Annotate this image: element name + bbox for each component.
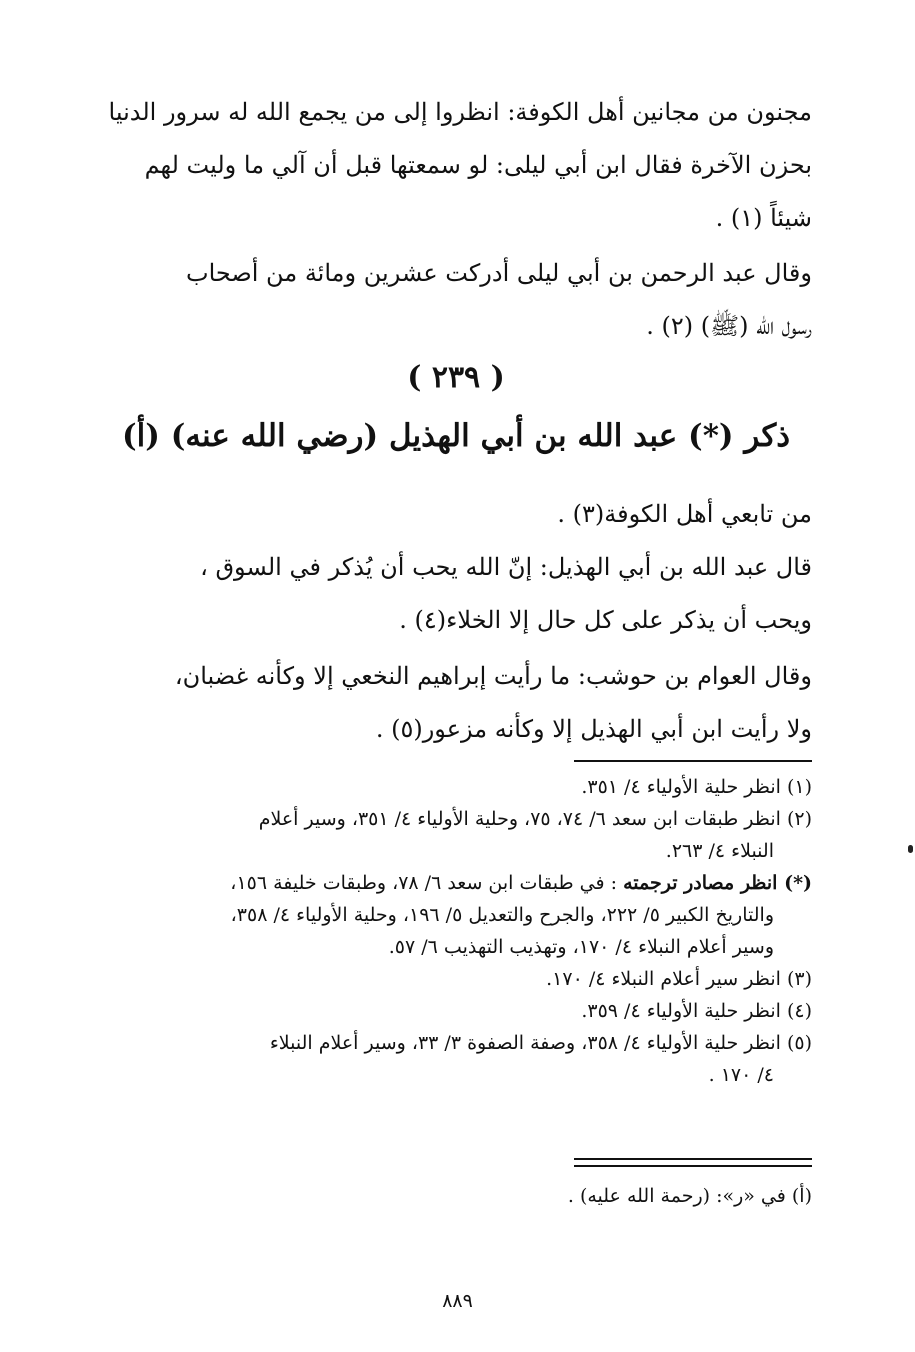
scan-mark <box>908 845 913 853</box>
section-number: ( ٢٣٩ ) <box>407 360 505 395</box>
footnotes <box>100 771 812 1091</box>
footnote-1: (١) انظر حلية الأولياء ٤/ ٣٥١. <box>581 776 812 798</box>
footnote-2-continued: النبلاء ٤/ ٢٦٣. <box>665 840 774 862</box>
footnote-star <box>100 867 812 899</box>
footnote-star-continued: وسير أعلام النبلاء ٤/ ١٧٠، وتهذيب التهذيب ٦/ ٥٧. <box>388 936 774 958</box>
footnote-5: (٥) انظر حلية الأولياء ٤/ ٣٥٨، وصفة الصفوة ٣/ ٣٣، وسير أعلام النبلاء <box>269 1032 812 1054</box>
page-number: ٨٨٩ <box>442 1290 473 1312</box>
footnote-5-continued: ٤/ ١٧٠ . <box>708 1064 774 1086</box>
footnote-separator <box>574 760 812 762</box>
text-line: وقال عبد الرحمن بن أبي ليلى أدركت عشرين ومائة من أصحاب <box>185 259 812 287</box>
editor-note-text: (أ) في «ر»: (رحمة الله عليه) . <box>567 1185 812 1207</box>
top-paragraph <box>100 86 812 245</box>
text-line: قال عبد الله بن أبي الهذيل: إنّ الله يحب أن يُذكر في السوق ، <box>200 553 812 581</box>
text-line: ويحب أن يذكر على كل حال إلا الخلاء(٤) . <box>399 606 812 634</box>
section-title: ذكر (*) عبد الله بن أبي الهذيل (رضي الله عنه) (أ) <box>121 418 791 454</box>
footnote-star-text: : في طبقات ابن سعد ٦/ ٧٨، وطبقات خليفة ١٥٦، <box>230 872 618 894</box>
text-line: وقال العوام بن حوشب: ما رأيت إبراهيم النخعي إلا وكأنه غضبان، <box>174 662 812 690</box>
text-line: شيئاً (١) . <box>715 204 812 232</box>
text-line: بحزن الآخرة فقال ابن أبي ليلى: لو سمعتها قبل أن آلي ما وليت لهم <box>144 151 812 179</box>
footnote-star-continued: والتاريخ الكبير ٥/ ٢٢٢، والجرح والتعديل ٥/ ١٩٦، وحلية الأولياء ٤/ ٣٥٨، <box>230 904 774 926</box>
footnote-4: (٤) انظر حلية الأولياء ٤/ ٣٥٩. <box>581 1000 812 1022</box>
double-rule-top <box>574 1158 812 1160</box>
double-rule-bottom <box>574 1165 812 1167</box>
text-line: رسول الله (ﷺ) (٢) . <box>646 312 812 340</box>
footnote-star-label: (*) انظر مصادر ترجمته <box>623 872 812 894</box>
text-line: من تابعي أهل الكوفة(٣) . <box>557 500 812 528</box>
footnote-3: (٣) انظر سير أعلام النبلاء ٤/ ١٧٠. <box>546 968 812 990</box>
second-paragraph <box>100 247 812 353</box>
text-line: ولا رأيت ابن أبي الهذيل إلا وكأنه مزعور(٥) . <box>375 715 812 743</box>
editor-note <box>100 1180 812 1212</box>
main-body <box>100 488 812 647</box>
main-body-paragraph-3 <box>100 650 812 756</box>
footnote-2: (٢) انظر طبقات ابن سعد ٦/ ٧٤، ٧٥، وحلية الأولياء ٤/ ٣٥١، وسير أعلام <box>258 808 812 830</box>
text-line: مجنون من مجانين أهل الكوفة: انظروا إلى من يجمع الله له سرور الدنيا <box>108 98 812 126</box>
